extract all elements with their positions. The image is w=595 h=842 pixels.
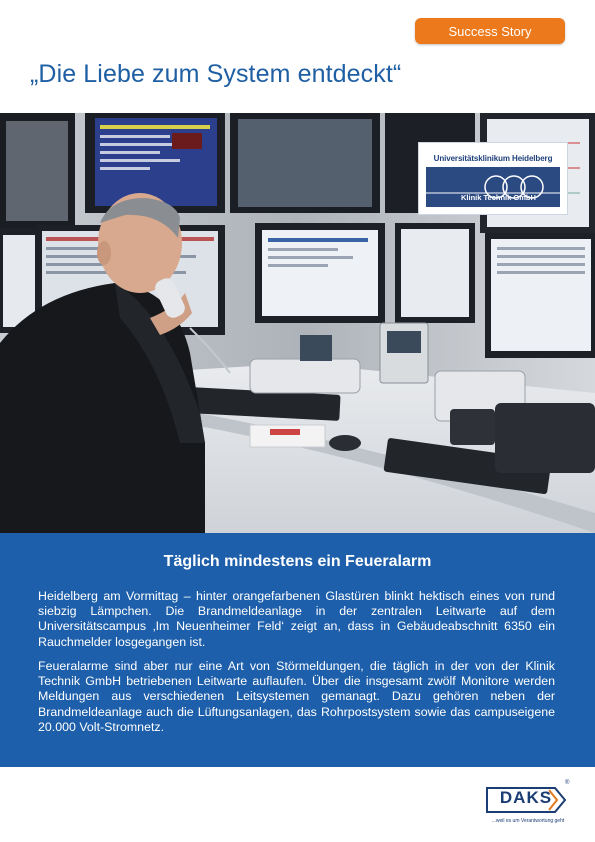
story-panel — [0, 533, 595, 767]
section-title: Täglich mindestens ein Feueralarm — [163, 553, 432, 570]
page-title: „Die Liebe zum System entdeckt“ — [30, 60, 402, 88]
logo-text-university: Universitätsklinikum Heidelberg — [433, 154, 553, 163]
daks-logo — [483, 782, 573, 830]
logo-text-klinik-technik: Klinik Technik GmbH — [461, 193, 536, 202]
story-paragraph: Heidelberg am Vormittag – hinter orangefarbenen Glastüren blinkt hektisch eines von rund siebzig Lämpchen. Die Brandmeldeanlage in der zentralen Leitwarte auf dem Universitätscampus ‚Im Neuenheimer Feld‘ zeigt an, dass in Gebäudeabschnitt 6350 ein Rauchmelder losgegangen ist. — [38, 589, 555, 649]
success-story-badge: Success Story — [415, 18, 565, 44]
registered-mark: ® — [565, 780, 570, 786]
klinik-technik-logo — [418, 142, 568, 215]
daks-tagline: ...weil es um Verantwortung geht — [491, 818, 565, 824]
daks-wordmark: DAKS — [499, 788, 553, 807]
story-paragraph: Feueralarme sind aber nur eine Art von Störmeldungen, die täglich in der von der Klinik Technik GmbH betriebenen Leitwarte auflaufen. Über die insgesamt zwölf Monitore werden Meldungen aus verschiedenen Leitsystemen gemanagt. Dazu gehören neben der Brandmeldeanlage auch die Lüftungsanlagen, das Rohrpostsystem sowie das campuseigene 20.000 Volt-Stromnetz. — [38, 659, 555, 734]
